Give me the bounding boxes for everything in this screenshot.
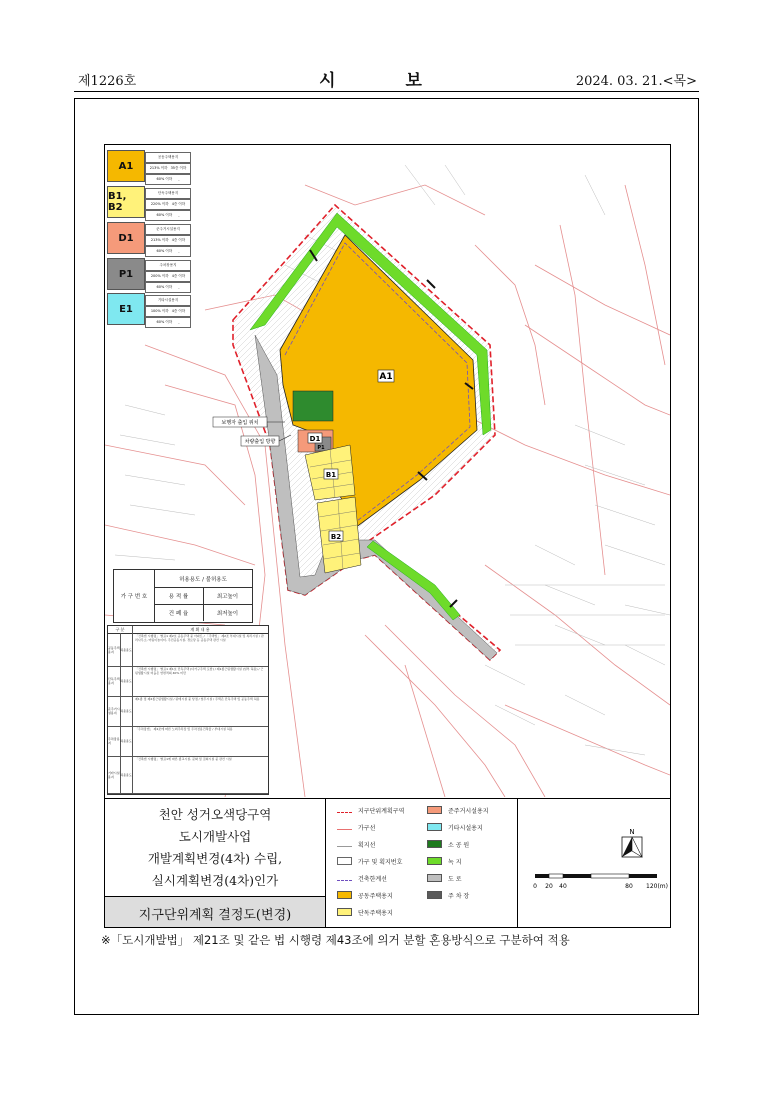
project-title-block xyxy=(105,799,326,928)
regulation-row xyxy=(108,696,268,727)
legend-item xyxy=(427,839,469,849)
legend-label: 도 로 xyxy=(448,875,462,883)
project-title-line-3: 개발계획변경(4차) 수립, xyxy=(147,851,283,866)
legend-item xyxy=(427,890,469,900)
zone-height: 4층 이하 xyxy=(171,202,186,206)
legend-swatch xyxy=(427,857,442,865)
legend-item xyxy=(427,856,462,866)
legend-swatch xyxy=(337,846,352,847)
callout-vehicle: 차량출입 방향 xyxy=(244,439,276,445)
block-number-key xyxy=(113,569,253,623)
legend-item xyxy=(337,839,375,849)
scale-tick-120: 120(m) xyxy=(646,883,668,890)
legend-label: 준주거시설용지 xyxy=(448,807,489,815)
map-label-b1: B1 xyxy=(325,471,337,479)
legend-item xyxy=(337,856,402,866)
zone-far: 220% 이하 xyxy=(150,202,169,206)
block-key-label: 가 구 번 호 xyxy=(114,570,155,622)
legend-label: 주 차 장 xyxy=(448,892,470,900)
legend-label: 기타시설용지 xyxy=(448,824,483,832)
legend-item xyxy=(337,805,404,815)
legend-swatch xyxy=(427,891,442,899)
regulation-text: 「건축법 시행령」 별표1에 따른 종교시설, 문화 및 집회시설 중 관련 시설 xyxy=(135,757,232,761)
zone-height: 4층 이하 xyxy=(171,238,186,242)
legend-label: 녹 지 xyxy=(448,858,462,866)
zone-spec-3 xyxy=(145,260,191,293)
regulation-text: 「건축법 시행령」 별표1 제2호 공동주택 중 아파트 / 「주택법」 제2조 부대시설 및 복리시설 / 관리사무소, 어린이놀이터, 주민공동시설, 경로당 등 공동주택 관련 시설 xyxy=(135,634,264,642)
zone-badge-0: A1 xyxy=(107,150,145,182)
zone-height: 4층 이하 xyxy=(171,309,186,313)
zone-use: 공동주택용지 xyxy=(145,152,191,163)
legend-label: 단독주택용지 xyxy=(358,909,393,917)
zone-far: 213% 이하 xyxy=(150,238,169,242)
block-key-min-height: 최저높이 xyxy=(216,610,239,617)
zone-height: 35층 이하 xyxy=(170,166,187,170)
legend-swatch xyxy=(337,891,352,899)
issue-number: 제1226호 xyxy=(78,74,137,89)
scale-tick-40: 40 xyxy=(559,883,567,890)
callout-pedestrian: 보행자 출입 위치 xyxy=(221,420,259,426)
legend-swatch xyxy=(337,880,352,881)
legend-swatch xyxy=(337,908,352,916)
legend-swatch xyxy=(337,857,352,865)
zone-spec-4 xyxy=(145,295,191,328)
regulation-type: 허용용도 xyxy=(120,696,133,726)
title-strip xyxy=(105,798,670,928)
regulation-type: 허용용도 xyxy=(120,726,133,756)
zone-use: 준주거시설용지 xyxy=(145,224,191,235)
footnote: ※「도시개발법」 제21조 및 같은 법 시행령 제43조에 의거 분할 혼용방식으로 구분하여 적용 xyxy=(101,933,570,947)
zone-badge-4: E1 xyxy=(107,293,145,325)
reg-col-category: 구 분 xyxy=(108,626,133,634)
block-key-use: 허용용도 / 불허용도 xyxy=(154,570,252,588)
zone-bcr-row xyxy=(145,317,191,328)
map-label-a1: A1 xyxy=(379,372,393,382)
block-key-max-height: 최고높이 xyxy=(216,593,239,600)
legend-label: 소 공 원 xyxy=(448,841,470,849)
zone-bcr-row xyxy=(145,174,191,185)
map-label-d1: D1 xyxy=(309,435,321,443)
legend-item xyxy=(337,890,393,900)
north-arrow-icon xyxy=(622,828,642,857)
project-title-line-2: 도시개발사업 xyxy=(178,829,252,844)
legend-item xyxy=(427,822,483,832)
zone-bcr: 60% 이하 xyxy=(156,320,173,324)
small-park xyxy=(293,391,333,421)
legend-label: 가구 및 획지번호 xyxy=(358,858,403,866)
regulation-text: 「주차장법」 제2조에 따른 노외주차장 및 주차전용건축물 / 부대시설 허용 xyxy=(135,727,233,731)
legend-swatch xyxy=(427,806,442,814)
zone-far: 100% 이하 xyxy=(150,309,169,313)
drawing-name: 지구단위계획 결정도(변경) xyxy=(105,896,325,928)
project-title-line-4: 실시계획변경(4차)인가 xyxy=(151,873,279,888)
zone-bcr: 60% 이하 xyxy=(156,285,173,289)
plan-sheet xyxy=(104,144,671,928)
zone-bcr: 60% 이하 xyxy=(156,177,173,181)
scale-tick-20: 20 xyxy=(545,883,553,890)
scale-tick-80: 80 xyxy=(625,883,633,890)
zone-spec-0 xyxy=(145,152,191,185)
zone-bcr-row xyxy=(145,282,191,293)
block-key-far: 용 적 률 xyxy=(154,587,204,604)
legend-swatch xyxy=(427,874,442,882)
regulation-row xyxy=(108,666,268,697)
zone-spec-2 xyxy=(145,224,191,257)
zone-badge-1: B1, B2 xyxy=(107,186,145,218)
map-label-p1: P1 xyxy=(317,445,325,451)
legend-swatch xyxy=(427,823,442,831)
regulation-text: 제1종 및 제2종근린생활시설 / 판매시설 중 상점 / 업무시설 / 주택은 단독주택 및 공동주택 허용 xyxy=(135,697,260,701)
zone-far-height xyxy=(145,163,191,174)
legend-item xyxy=(427,873,462,883)
block-key-row2 xyxy=(154,587,252,605)
zone-far: 213% 이하 xyxy=(149,166,168,170)
zone-bcr: 60% 이하 xyxy=(156,213,173,217)
regulation-site: 단독주택용지 xyxy=(108,666,121,696)
legend-label: 지구단위계획구역 xyxy=(358,807,405,815)
zone-use: 기타시설용지 xyxy=(145,295,191,306)
regulation-type: 허용용도 xyxy=(120,666,133,696)
legend-swatch xyxy=(337,829,352,830)
zone-badge-3: P1 xyxy=(107,258,145,290)
legend-item xyxy=(337,907,393,917)
regulation-site: 주차장용지 xyxy=(108,726,121,756)
project-title-line-1: 천안 성거오색당구역 xyxy=(158,807,272,822)
reg-col-content: 계 획 내 용 xyxy=(132,626,268,634)
legend-label: 건축한계선 xyxy=(358,875,387,883)
regulation-row xyxy=(108,726,268,757)
map-label-b2: B2 xyxy=(330,533,342,541)
issue-date: 2024. 03. 21.<목> xyxy=(575,74,697,89)
regulation-row xyxy=(108,756,268,794)
regulation-row xyxy=(108,633,268,667)
legend-swatch xyxy=(427,840,442,848)
zone-far-height xyxy=(145,199,191,210)
legend-label: 획지선 xyxy=(358,841,376,849)
zone-min-height: - xyxy=(178,320,180,325)
zone-far: 200% 이하 xyxy=(150,274,169,278)
header-rule xyxy=(74,91,699,92)
map-legend xyxy=(327,799,518,928)
zone-min-height: - xyxy=(178,177,180,182)
zone-far-height xyxy=(145,235,191,246)
zone-spec-1 xyxy=(145,188,191,221)
block-key-bcr: 건 폐 율 xyxy=(154,604,204,621)
zone-use: 주차장용지 xyxy=(145,260,191,271)
legend-item xyxy=(337,822,375,832)
zone-bcr-row xyxy=(145,210,191,221)
regulation-type: 허용용도 xyxy=(120,633,133,666)
regulation-site: 기타시설용지 xyxy=(108,756,121,793)
scale-bar xyxy=(533,874,668,890)
zone-min-height: - xyxy=(178,285,180,290)
zone-far-height xyxy=(145,271,191,282)
legend-swatch xyxy=(337,812,352,813)
zone-bcr-row xyxy=(145,246,191,257)
legend-label: 가구선 xyxy=(358,824,376,832)
legend-item xyxy=(427,805,489,815)
zone-bcr: 60% 이하 xyxy=(156,249,173,253)
regulation-text: 「건축법 시행령」 별표1 제1호 단독주택 (다가구주택 포함) / 제1종근린생활시설 (일부 허용) / 근린생활시설 비율은 연면적의 40% 미만 xyxy=(135,667,264,675)
legend-item xyxy=(337,873,387,883)
zone-height: 4층 이하 xyxy=(171,274,186,278)
zone-far-height xyxy=(145,306,191,317)
scale-and-north xyxy=(518,799,670,928)
svg-text:N: N xyxy=(629,828,635,836)
block-key-row3 xyxy=(154,604,252,621)
zone-badge-2: D1 xyxy=(107,222,145,254)
gazette-title: 시 보 xyxy=(319,71,454,91)
zone-min-height: - xyxy=(178,213,180,218)
legend-label: 공동주택용지 xyxy=(358,892,393,900)
regulation-site: 준주거시설용지 xyxy=(108,696,121,726)
regulation-type: 허용용도 xyxy=(120,756,133,793)
scale-tick-0: 0 xyxy=(533,883,537,890)
zone-min-height: - xyxy=(178,249,180,254)
regulation-table xyxy=(107,625,269,795)
zone-use: 단독주택용지 xyxy=(145,188,191,199)
regulation-site: 공동주택용지 xyxy=(108,633,121,666)
